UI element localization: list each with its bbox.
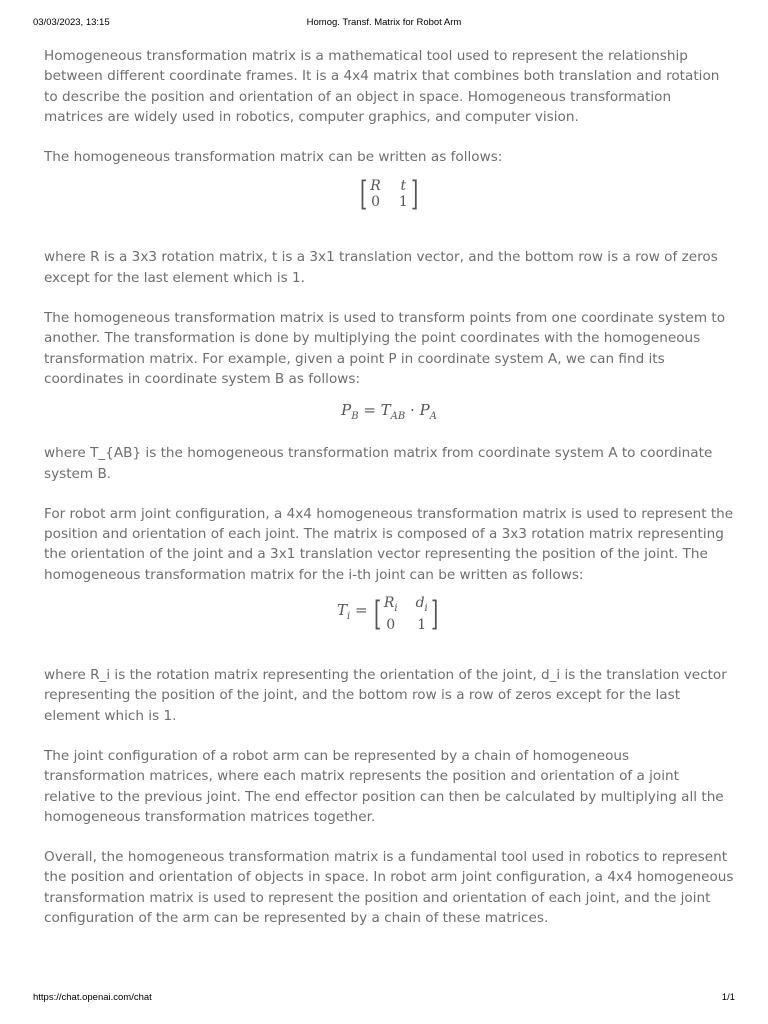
equation-homogeneous-matrix [44, 174, 734, 221]
equation-joint-matrix [44, 595, 734, 639]
matrix-cell-di: $d_i$ [415, 595, 428, 614]
paragraph-transform-points: The homogeneous transformation matrix is used to transform points from one coordinate system to another. The transformation is done by multiplying the point coordinates with the homogeneous transformation matrix. For example, given a point P in coordinate system A, we can find its coordinates in coordinate system B as follows: [44, 310, 726, 387]
eq-equals: = [358, 401, 381, 420]
eq-dot: · [405, 401, 420, 420]
paragraph-tab-definition: where T_{AB} is the homogeneous transformation matrix from coordinate system A to coordinate system B. [44, 445, 713, 482]
print-url: https://chat.openai.com/chat [33, 992, 152, 1003]
print-footer [0, 992, 768, 1006]
paragraph-matrix-description: where R is a 3x3 rotation matrix, t is a 3x1 translation vector, and the bottom row is a row of zeros except for the last element which is 1. [44, 249, 718, 286]
print-datetime: 03/03/2023, 13:15 [33, 17, 110, 28]
eq-pb: P [341, 401, 352, 420]
eq-t: T [380, 401, 391, 420]
matrix-cell-ri: $R_i$ [383, 595, 398, 614]
matrix-cell-t: t [400, 178, 407, 195]
matrix-grid [384, 595, 428, 633]
matrix-cell-zero: 0 [371, 194, 380, 211]
eq3-lhs: $T_i$ = [336, 601, 368, 623]
matrix-cell-zero: 0 [386, 616, 396, 633]
matrix-cell-r: R [370, 178, 381, 195]
print-header [0, 17, 768, 31]
right-bracket: ] [410, 174, 419, 215]
equation-point-transform [44, 399, 734, 423]
matrix-cell-one: 1 [398, 194, 408, 211]
eq-pa: P [419, 401, 430, 420]
paragraph-overall: Overall, the homogeneous transformation matrix is a fundamental tool used in robotics to represent the position and orientation of objects in space. In robot arm joint configuration, a 4x4 homogeneous transformation matrix is used to represent the position and orientation of each joint, and the joint configuration of the arm can be represented by a chain of these matrices. [44, 849, 734, 927]
right-bracket: ] [430, 593, 439, 634]
matrix-cell-one: 1 [417, 616, 427, 633]
left-bracket: [ [359, 174, 368, 215]
matrix-grid [370, 178, 407, 210]
left-bracket: [ [373, 593, 381, 634]
eq-t-sub: AB [390, 411, 406, 423]
paragraph-chain: The joint configuration of a robot arm can be represented by a chain of homogeneous transformation matrices, where each matrix represents the position and orientation of a joint relative to the previous joint. The end effector position can then be calculated by multiplying all the homogeneous transformation matrices together. [44, 747, 724, 825]
eq-pa-sub: A [429, 411, 437, 423]
document-body [44, 46, 734, 948]
print-page-title: Homog. Transf. Matrix for Robot Arm [306, 17, 462, 28]
eq-pb-sub: B [351, 411, 359, 423]
paragraph-intro: Homogeneous transformation matrix is a mathematical tool used to represent the relationship between different coordinate frames. It is a 4x4 matrix that combines both translation and rotation to describe the position and orientation of an object in space. Homogeneous transformation matrices are widely used in robotics, computer graphics, and computer vision. [44, 48, 720, 125]
paragraph-matrix-lead: The homogeneous transformation matrix can be written as follows: [44, 149, 503, 166]
paragraph-robot-joint: For robot arm joint configuration, a 4x4 homogeneous transformation matrix is used to represent the position and orientation of each joint. The matrix is composed of a 3x3 rotation matrix representing the orientation of the joint and a 3x1 translation vector representing the position of the joint. The homogeneous transformation matrix for the i-th joint can be written as follows: [44, 505, 734, 583]
paragraph-joint-description: where R_i is the rotation matrix representing the orientation of the joint, d_i is the translation vector representing the position of the joint, and the bottom row is a row of zeros except for the last element which is 1. [44, 667, 727, 724]
print-page-number: 1/1 [721, 992, 735, 1003]
